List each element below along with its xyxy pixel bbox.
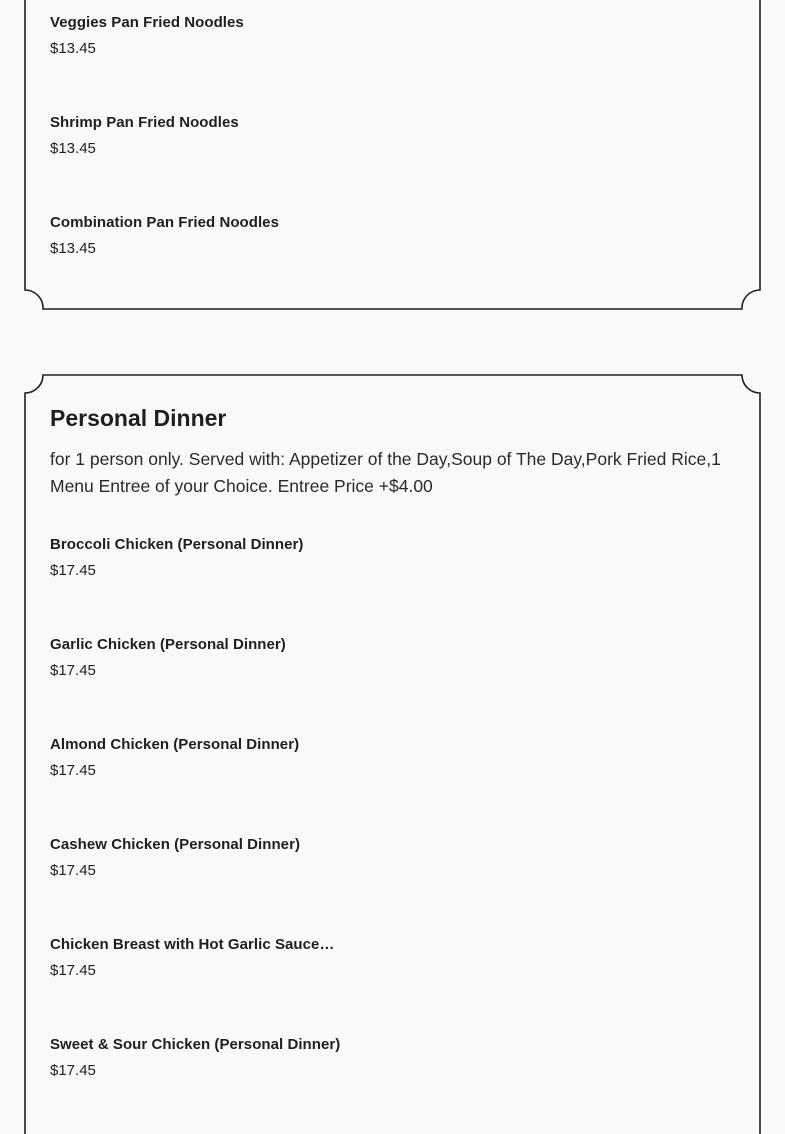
menu-item-name: Shrimp Pan Fried Noodles: [50, 114, 239, 131]
menu-item[interactable]: [50, 0, 731, 90]
menu-item-price: $17.45: [50, 962, 96, 979]
menu-item-price: $17.45: [50, 1062, 96, 1079]
menu-item[interactable]: [50, 1012, 731, 1112]
menu-item-name: Almond Chicken (Personal Dinner): [50, 736, 300, 753]
menu-item[interactable]: [50, 512, 731, 612]
section-description: for 1 person only. Served with: Appetizer of the Day,Soup of The Day,Pork Fried Rice,1 Menu Entree of your Choice. Entree Price +$4.00: [50, 449, 721, 496]
menu-item-price: $17.45: [50, 662, 96, 679]
menu-item-name: Garlic Chicken (Personal Dinner): [50, 636, 286, 653]
section-body: [24, 374, 761, 1112]
menu-item-price: $13.45: [50, 240, 96, 257]
menu-item-price: $17.45: [50, 862, 96, 879]
menu-section-noodles: [24, 0, 761, 310]
menu-item[interactable]: [50, 812, 731, 912]
menu-item[interactable]: [50, 90, 731, 190]
menu-item-price: $17.45: [50, 562, 96, 579]
menu-item-price: $17.45: [50, 762, 96, 779]
menu-item-price: $13.45: [50, 140, 96, 157]
menu-item[interactable]: [50, 712, 731, 812]
menu-item-name: Broccoli Chicken (Personal Dinner): [50, 536, 304, 553]
menu-item[interactable]: [50, 190, 731, 290]
menu-item-name: Veggies Pan Fried Noodles: [50, 14, 244, 31]
menu-item-name: Sweet & Sour Chicken (Personal Dinner): [50, 1036, 341, 1053]
menu-item[interactable]: [50, 612, 731, 712]
section-item-list: [50, 512, 731, 1112]
menu-item[interactable]: [50, 912, 731, 1012]
menu-item-name: Cashew Chicken (Personal Dinner): [50, 836, 301, 853]
menu-item-name: Chicken Breast with Hot Garlic Sauce…: [50, 936, 335, 953]
menu-item-price: $13.45: [50, 40, 96, 57]
section-item-list: [24, 0, 761, 300]
menu-item-name: Combination Pan Fried Noodles: [50, 214, 279, 231]
menu-section-personal-dinner: [24, 374, 761, 1134]
section-title: Personal Dinner: [50, 405, 227, 431]
